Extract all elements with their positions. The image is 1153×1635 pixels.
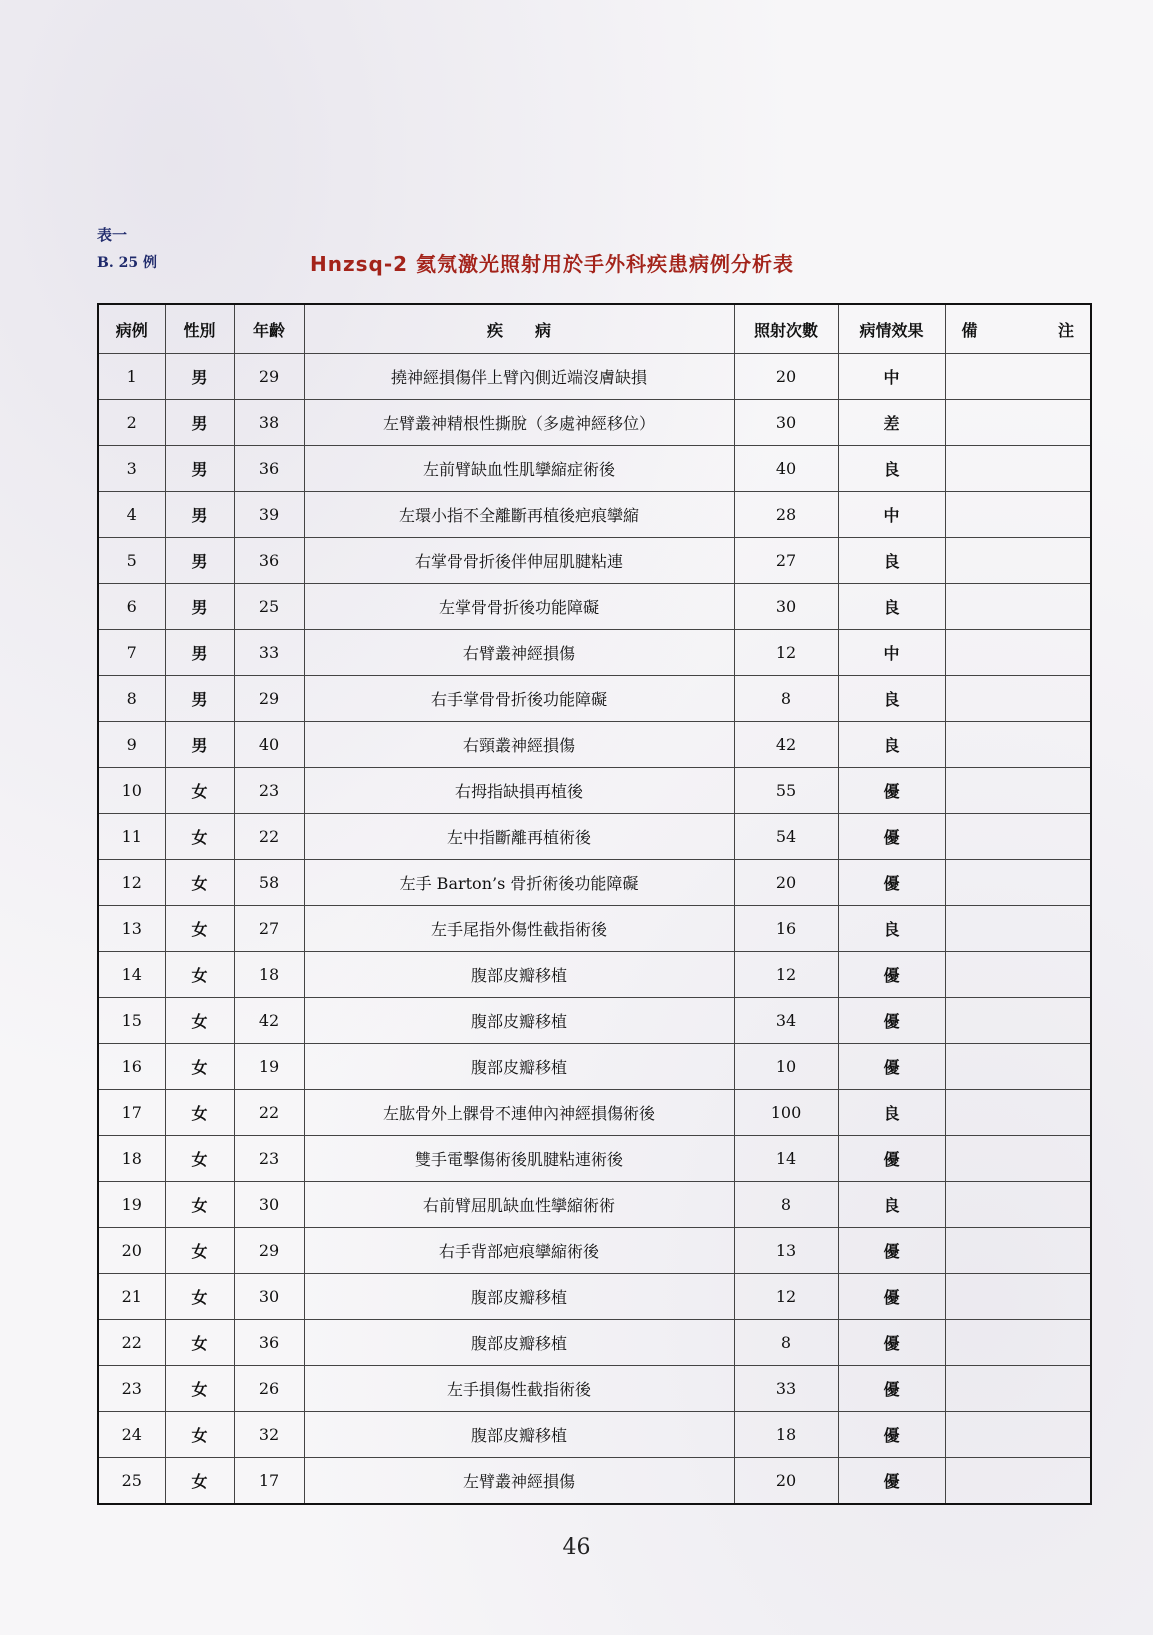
cell-sex: 男 xyxy=(165,630,234,676)
cell-case: 14 xyxy=(98,952,165,998)
cell-effect: 優 xyxy=(838,768,945,814)
cell-effect: 良 xyxy=(838,1090,945,1136)
cell-effect: 優 xyxy=(838,1044,945,1090)
cell-case: 15 xyxy=(98,998,165,1044)
cell-age: 19 xyxy=(234,1044,304,1090)
cell-effect: 良 xyxy=(838,538,945,584)
cell-count: 20 xyxy=(734,1458,838,1505)
table-row xyxy=(98,998,1091,1044)
cell-remark xyxy=(945,952,1091,998)
cell-effect: 優 xyxy=(838,860,945,906)
header-sex: 性別 xyxy=(165,304,234,354)
cell-disease: 腹部皮瓣移植 xyxy=(304,1412,734,1458)
cell-count: 12 xyxy=(734,1274,838,1320)
cell-effect: 良 xyxy=(838,446,945,492)
cell-age: 38 xyxy=(234,400,304,446)
cell-case: 16 xyxy=(98,1044,165,1090)
table-body xyxy=(98,354,1091,1505)
cell-remark xyxy=(945,1412,1091,1458)
cell-age: 23 xyxy=(234,1136,304,1182)
table-row xyxy=(98,676,1091,722)
cell-count: 8 xyxy=(734,676,838,722)
cell-effect: 中 xyxy=(838,492,945,538)
cell-age: 29 xyxy=(234,1228,304,1274)
cell-case: 5 xyxy=(98,538,165,584)
cell-disease: 左掌骨骨折後功能障礙 xyxy=(304,584,734,630)
cell-age: 58 xyxy=(234,860,304,906)
table-row xyxy=(98,1090,1091,1136)
table-label: 表一 xyxy=(97,226,128,244)
cell-case: 13 xyxy=(98,906,165,952)
cell-disease: 腹部皮瓣移植 xyxy=(304,952,734,998)
cell-remark xyxy=(945,630,1091,676)
cell-age: 25 xyxy=(234,584,304,630)
cell-case: 22 xyxy=(98,1320,165,1366)
table-row xyxy=(98,1182,1091,1228)
table-row xyxy=(98,446,1091,492)
cell-remark xyxy=(945,354,1091,400)
cell-count: 28 xyxy=(734,492,838,538)
cell-disease: 左手損傷性截指術後 xyxy=(304,1366,734,1412)
cell-remark xyxy=(945,676,1091,722)
cell-effect: 良 xyxy=(838,722,945,768)
table-row xyxy=(98,906,1091,952)
cell-count: 16 xyxy=(734,906,838,952)
cell-sex: 男 xyxy=(165,354,234,400)
cell-count: 14 xyxy=(734,1136,838,1182)
cell-count: 20 xyxy=(734,354,838,400)
cell-effect: 良 xyxy=(838,676,945,722)
cell-sex: 女 xyxy=(165,1458,234,1505)
cell-remark xyxy=(945,860,1091,906)
cell-effect: 優 xyxy=(838,1366,945,1412)
cell-disease: 右頸叢神經損傷 xyxy=(304,722,734,768)
cell-age: 17 xyxy=(234,1458,304,1505)
cell-effect: 優 xyxy=(838,1458,945,1505)
cell-disease: 撓神經損傷伴上臂內側近端沒膚缺損 xyxy=(304,354,734,400)
cell-effect: 中 xyxy=(838,630,945,676)
case-count-label: B. 25 例 xyxy=(97,255,157,271)
cell-sex: 女 xyxy=(165,814,234,860)
cell-effect: 良 xyxy=(838,1182,945,1228)
table-row xyxy=(98,1274,1091,1320)
cell-sex: 女 xyxy=(165,1366,234,1412)
table-row xyxy=(98,584,1091,630)
cell-sex: 男 xyxy=(165,492,234,538)
cell-age: 18 xyxy=(234,952,304,998)
cell-case: 24 xyxy=(98,1412,165,1458)
cell-count: 27 xyxy=(734,538,838,584)
cell-remark xyxy=(945,1458,1091,1505)
table-title: Hnzsq-2 氦氖激光照射用於手外科疾患病例分析表 xyxy=(310,252,795,276)
cell-disease: 腹部皮瓣移植 xyxy=(304,1320,734,1366)
cell-age: 23 xyxy=(234,768,304,814)
cell-sex: 女 xyxy=(165,1136,234,1182)
cell-count: 12 xyxy=(734,952,838,998)
cell-case: 4 xyxy=(98,492,165,538)
cell-remark xyxy=(945,1366,1091,1412)
cell-effect: 優 xyxy=(838,1274,945,1320)
cell-case: 9 xyxy=(98,722,165,768)
cell-sex: 女 xyxy=(165,1412,234,1458)
cell-remark xyxy=(945,1320,1091,1366)
cell-count: 8 xyxy=(734,1182,838,1228)
cell-case: 19 xyxy=(98,1182,165,1228)
cell-effect: 良 xyxy=(838,584,945,630)
table-row xyxy=(98,814,1091,860)
header-remark: 備 注 xyxy=(945,304,1091,354)
cell-effect: 優 xyxy=(838,1412,945,1458)
cell-sex: 女 xyxy=(165,1320,234,1366)
cell-remark xyxy=(945,1228,1091,1274)
cell-count: 42 xyxy=(734,722,838,768)
cell-sex: 女 xyxy=(165,1044,234,1090)
table-row xyxy=(98,768,1091,814)
table-row xyxy=(98,1412,1091,1458)
cell-disease: 腹部皮瓣移植 xyxy=(304,1274,734,1320)
cell-age: 29 xyxy=(234,676,304,722)
cell-effect: 優 xyxy=(838,952,945,998)
cell-sex: 男 xyxy=(165,676,234,722)
cell-remark xyxy=(945,906,1091,952)
cell-disease: 右拇指缺損再植後 xyxy=(304,768,734,814)
cell-effect: 優 xyxy=(838,1136,945,1182)
table-row xyxy=(98,400,1091,446)
cell-remark xyxy=(945,446,1091,492)
header-effect: 病情效果 xyxy=(838,304,945,354)
header-disease: 疾 病 xyxy=(304,304,734,354)
cell-age: 36 xyxy=(234,538,304,584)
cell-count: 10 xyxy=(734,1044,838,1090)
cell-age: 33 xyxy=(234,630,304,676)
cell-remark xyxy=(945,538,1091,584)
cell-remark xyxy=(945,1274,1091,1320)
cell-age: 27 xyxy=(234,906,304,952)
cell-count: 54 xyxy=(734,814,838,860)
cell-sex: 男 xyxy=(165,538,234,584)
cell-case: 20 xyxy=(98,1228,165,1274)
cell-remark xyxy=(945,492,1091,538)
cell-sex: 女 xyxy=(165,998,234,1044)
cell-effect: 中 xyxy=(838,354,945,400)
table-row xyxy=(98,492,1091,538)
cell-disease: 右臂叢神經損傷 xyxy=(304,630,734,676)
cell-count: 20 xyxy=(734,860,838,906)
cell-sex: 女 xyxy=(165,1182,234,1228)
cell-disease: 左臂叢神精根性撕脫（多處神經移位） xyxy=(304,400,734,446)
cell-age: 26 xyxy=(234,1366,304,1412)
cell-sex: 男 xyxy=(165,722,234,768)
cell-disease: 左手 Barton’s 骨折術後功能障礙 xyxy=(304,860,734,906)
cell-case: 3 xyxy=(98,446,165,492)
cell-effect: 優 xyxy=(838,998,945,1044)
cell-disease: 左中指斷離再植術後 xyxy=(304,814,734,860)
cell-case: 7 xyxy=(98,630,165,676)
cell-case: 8 xyxy=(98,676,165,722)
table-header-row xyxy=(98,304,1091,354)
table-row xyxy=(98,354,1091,400)
cell-remark xyxy=(945,998,1091,1044)
header-count: 照射次數 xyxy=(734,304,838,354)
cell-case: 23 xyxy=(98,1366,165,1412)
cell-age: 42 xyxy=(234,998,304,1044)
cell-age: 40 xyxy=(234,722,304,768)
cell-disease: 右手背部疤痕攣縮術後 xyxy=(304,1228,734,1274)
cell-effect: 良 xyxy=(838,906,945,952)
cell-age: 39 xyxy=(234,492,304,538)
cell-count: 55 xyxy=(734,768,838,814)
table-row xyxy=(98,1320,1091,1366)
cell-age: 29 xyxy=(234,354,304,400)
cell-case: 2 xyxy=(98,400,165,446)
table-row xyxy=(98,630,1091,676)
cell-remark xyxy=(945,1090,1091,1136)
cell-count: 100 xyxy=(734,1090,838,1136)
cell-sex: 女 xyxy=(165,860,234,906)
cell-sex: 男 xyxy=(165,584,234,630)
cell-age: 30 xyxy=(234,1182,304,1228)
cell-disease: 右手掌骨骨折後功能障礙 xyxy=(304,676,734,722)
cell-sex: 女 xyxy=(165,906,234,952)
table-row xyxy=(98,952,1091,998)
cell-case: 1 xyxy=(98,354,165,400)
cell-age: 32 xyxy=(234,1412,304,1458)
cell-effect: 優 xyxy=(838,1228,945,1274)
cell-disease: 右前臂屈肌缺血性攣縮術術 xyxy=(304,1182,734,1228)
cell-count: 34 xyxy=(734,998,838,1044)
header-case: 病例 xyxy=(98,304,165,354)
cell-count: 30 xyxy=(734,400,838,446)
cell-sex: 女 xyxy=(165,952,234,998)
table-row xyxy=(98,1458,1091,1505)
cell-remark xyxy=(945,1044,1091,1090)
cell-count: 30 xyxy=(734,584,838,630)
table-row xyxy=(98,538,1091,584)
cell-case: 12 xyxy=(98,860,165,906)
cell-disease: 左前臂缺血性肌攣縮症術後 xyxy=(304,446,734,492)
page-number: 46 xyxy=(562,1535,591,1560)
cell-case: 10 xyxy=(98,768,165,814)
cell-effect: 差 xyxy=(838,400,945,446)
cell-age: 30 xyxy=(234,1274,304,1320)
cell-remark xyxy=(945,584,1091,630)
cell-count: 13 xyxy=(734,1228,838,1274)
cell-effect: 優 xyxy=(838,814,945,860)
cell-remark xyxy=(945,1182,1091,1228)
cell-disease: 左手尾指外傷性截指術後 xyxy=(304,906,734,952)
cell-disease: 右掌骨骨折後伴伸屈肌腱粘連 xyxy=(304,538,734,584)
cell-case: 21 xyxy=(98,1274,165,1320)
cell-disease: 左臂叢神經損傷 xyxy=(304,1458,734,1505)
cell-age: 22 xyxy=(234,1090,304,1136)
cell-count: 18 xyxy=(734,1412,838,1458)
cell-disease: 腹部皮瓣移植 xyxy=(304,1044,734,1090)
cell-age: 22 xyxy=(234,814,304,860)
cell-sex: 男 xyxy=(165,400,234,446)
cell-age: 36 xyxy=(234,446,304,492)
case-analysis-table xyxy=(97,303,1092,1505)
cell-count: 12 xyxy=(734,630,838,676)
cell-case: 25 xyxy=(98,1458,165,1505)
cell-count: 8 xyxy=(734,1320,838,1366)
cell-remark xyxy=(945,722,1091,768)
cell-remark xyxy=(945,768,1091,814)
cell-effect: 優 xyxy=(838,1320,945,1366)
cell-sex: 女 xyxy=(165,768,234,814)
table-row xyxy=(98,1366,1091,1412)
cell-sex: 女 xyxy=(165,1228,234,1274)
cell-remark xyxy=(945,814,1091,860)
cell-disease: 腹部皮瓣移植 xyxy=(304,998,734,1044)
cell-case: 6 xyxy=(98,584,165,630)
cell-remark xyxy=(945,1136,1091,1182)
cell-case: 11 xyxy=(98,814,165,860)
table-row xyxy=(98,722,1091,768)
cell-case: 18 xyxy=(98,1136,165,1182)
cell-disease: 左肱骨外上髁骨不連伸內神經損傷術後 xyxy=(304,1090,734,1136)
header-age: 年齡 xyxy=(234,304,304,354)
cell-remark xyxy=(945,400,1091,446)
table-row xyxy=(98,1136,1091,1182)
cell-count: 40 xyxy=(734,446,838,492)
cell-disease: 左環小指不全離斷再植後疤痕攣縮 xyxy=(304,492,734,538)
cell-case: 17 xyxy=(98,1090,165,1136)
cell-disease: 雙手電擊傷術後肌腱粘連術後 xyxy=(304,1136,734,1182)
table-row xyxy=(98,1228,1091,1274)
cell-sex: 女 xyxy=(165,1090,234,1136)
table-row xyxy=(98,1044,1091,1090)
cell-sex: 女 xyxy=(165,1274,234,1320)
table-row xyxy=(98,860,1091,906)
cell-age: 36 xyxy=(234,1320,304,1366)
cell-sex: 男 xyxy=(165,446,234,492)
cell-count: 33 xyxy=(734,1366,838,1412)
case-table-container xyxy=(97,303,1090,1505)
